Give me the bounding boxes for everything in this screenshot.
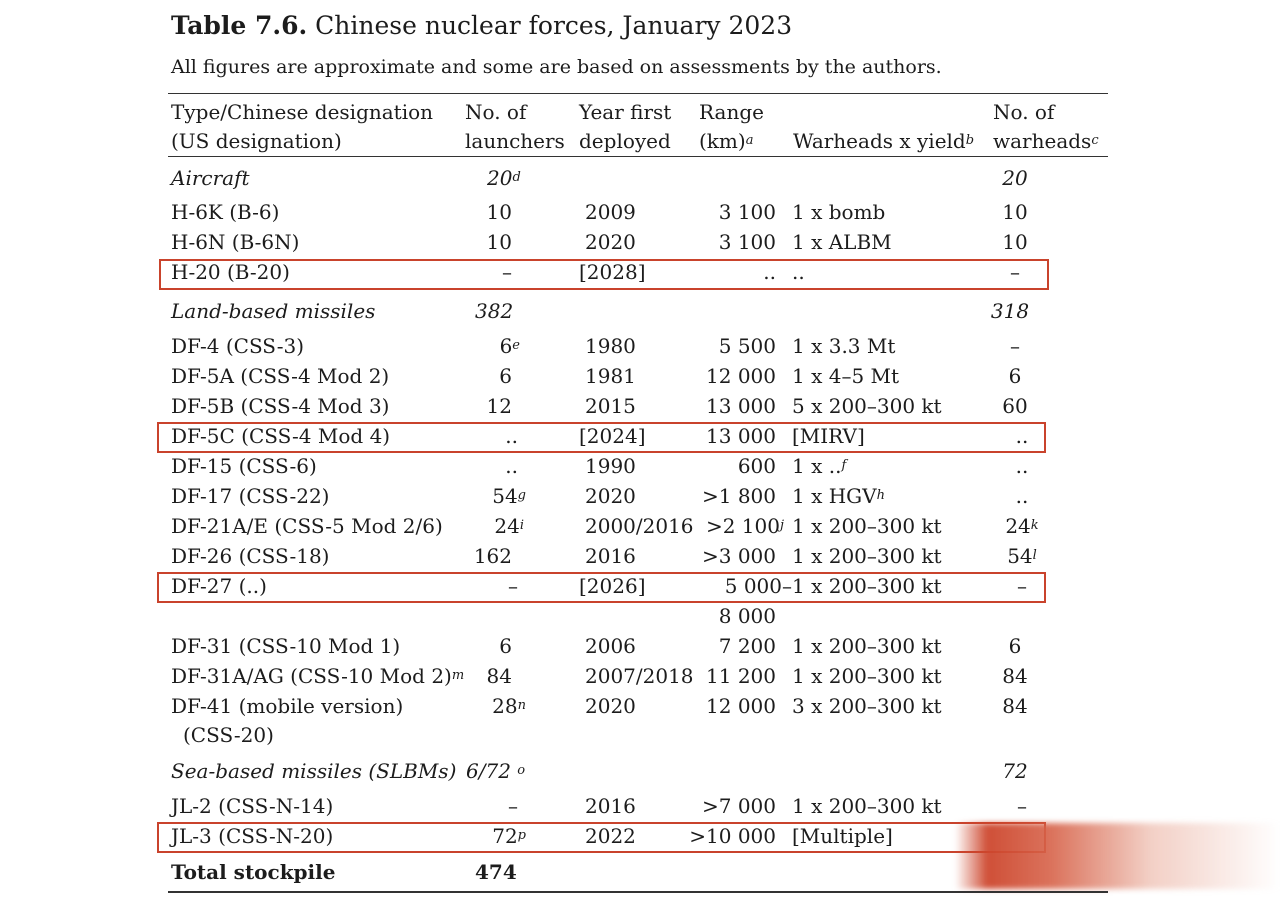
row-type: JL-3 (CSS-N-20) <box>171 824 334 848</box>
header-year-line2: deployed <box>579 129 671 153</box>
row-warheads: – <box>1017 574 1027 598</box>
row-warheads: 10 <box>1002 230 1028 254</box>
land-warheads: 318 <box>990 299 1030 323</box>
footnote-b: b <box>965 133 975 148</box>
header-launchers-line2: launchers <box>465 129 565 153</box>
row-launchers: – <box>508 794 518 818</box>
row-year: 2020 <box>585 694 636 718</box>
sea-warheads: 72 <box>1002 759 1028 783</box>
header-type-line1: Type/Chinese designation <box>171 100 434 124</box>
row-year: [2024] <box>579 424 646 448</box>
header-type-line2: (US designation) <box>171 129 342 153</box>
row-type: DF-17 (CSS-22) <box>171 484 330 508</box>
row-yield: 1 x 3.3 Mt <box>792 334 896 358</box>
row-range: 13 000 <box>706 424 776 448</box>
row-warheads: 24$^k$ <box>1005 514 1039 538</box>
row-launchers: 54$^g$ <box>492 484 526 508</box>
row-launchers: .. <box>505 424 518 448</box>
row-launchers: 10 <box>486 200 512 224</box>
row-warheads: .. <box>1015 454 1029 478</box>
row-type: DF-15 (CSS-6) <box>171 454 317 478</box>
row-year: 1990 <box>585 454 636 478</box>
row-year: 2016 <box>585 544 636 568</box>
row-year: 1981 <box>585 364 636 388</box>
row-range: >2 100$^j$ <box>705 514 784 538</box>
row-type: H-20 (B-20) <box>171 260 290 284</box>
row-range: .. <box>763 260 776 284</box>
row-warheads: 6 <box>1008 364 1022 388</box>
row-type: DF-5C (CSS-4 Mod 4) <box>171 424 391 448</box>
row-range: >7 000 <box>701 794 776 818</box>
footnote-a: a <box>745 133 754 148</box>
row-warheads: – <box>1017 794 1027 818</box>
row-range: 7 200 <box>718 634 776 658</box>
header-year-line1: Year first <box>579 100 672 124</box>
row-range-line2: 8 000 <box>718 604 776 628</box>
row-range: 3 100 <box>718 200 776 224</box>
table-label: Table 7.6. <box>171 11 308 40</box>
row-launchers: 6 <box>499 364 512 388</box>
row-yield: 1 x ..$^f$ <box>792 454 847 478</box>
row-yield: [Multiple] <box>792 824 893 848</box>
total-value: 474 <box>475 860 517 884</box>
row-launchers: 6e <box>499 334 520 358</box>
row-launchers: 24$^i$ <box>494 514 524 538</box>
aircraft-launchers: 20$^d$ <box>487 166 521 190</box>
footnote-c: c <box>1091 133 1099 148</box>
row-yield: 5 x 200–300 kt <box>792 394 942 418</box>
header-range-line1: Range <box>699 100 764 124</box>
section-land: Land-based missiles <box>171 299 376 323</box>
row-launchers: 28$^n$ <box>492 694 526 718</box>
row-yield: 1 x HGV$^h$ <box>792 484 885 508</box>
row-launchers: – <box>502 260 512 284</box>
row-year: 2007/2018 <box>585 664 694 688</box>
row-warheads: 60 <box>1002 394 1028 418</box>
row-yield: 1 x 200–300 kt <box>792 514 942 538</box>
row-yield: 1 x 4–5 Mt <box>792 364 900 388</box>
header-nwarheads-line1: No. of <box>993 100 1055 124</box>
top-rule <box>168 93 1108 94</box>
row-range: 12 000 <box>706 694 776 718</box>
table-subtitle: All figures are approximate and some are based on assessments by the authors. <box>171 56 942 78</box>
row-type: DF-26 (CSS-18) <box>171 544 330 568</box>
bottom-rule <box>168 891 1108 893</box>
row-type: DF-31 (CSS-10 Mod 1) <box>171 634 401 658</box>
row-yield: 1 x 200–300 kt <box>792 664 942 688</box>
row-yield: 1 x bomb <box>792 200 886 224</box>
row-range: 13 000 <box>706 394 776 418</box>
row-launchers: 84 <box>486 664 512 688</box>
row-type: H-6N (B-6N) <box>171 230 300 254</box>
row-year: 1980 <box>585 334 636 358</box>
row-year: 2020 <box>585 484 636 508</box>
row-year: 2009 <box>585 200 636 224</box>
row-range: 3 100 <box>718 230 776 254</box>
row-type: DF-4 (CSS-3) <box>171 334 305 358</box>
row-warheads: .. <box>1015 484 1029 508</box>
row-year: 2000/2016 <box>585 514 694 538</box>
row-yield: 3 x 200–300 kt <box>792 694 942 718</box>
row-range: >3 000 <box>701 544 776 568</box>
row-launchers: .. <box>505 454 518 478</box>
row-type: DF-21A/E (CSS-5 Mod 2/6) <box>171 514 443 538</box>
table-title-text: Chinese nuclear forces, January 2023 <box>315 11 793 40</box>
row-year: [2028] <box>579 260 646 284</box>
row-warheads: 84 <box>1002 694 1028 718</box>
row-yield: 1 x 200–300 kt <box>792 794 942 818</box>
row-warheads: – <box>1010 260 1020 284</box>
row-type-line2: (CSS-20) <box>183 723 274 747</box>
section-aircraft: Aircraft <box>171 166 250 190</box>
row-year: [2026] <box>579 574 646 598</box>
row-yield: 1 x 200–300 kt <box>792 544 942 568</box>
row-type: JL-2 (CSS-N-14) <box>171 794 334 818</box>
header-rule <box>168 156 1108 157</box>
red-smudge <box>955 823 1280 889</box>
row-year: 2020 <box>585 230 636 254</box>
header-range-line2: (km)$^a$ <box>699 129 754 153</box>
sea-launchers: 6/72 $^o$ <box>466 759 526 783</box>
row-type: DF-5B (CSS-4 Mod 3) <box>171 394 390 418</box>
row-warheads: .. <box>1015 424 1029 448</box>
row-range: 5 500 <box>718 334 776 358</box>
row-warheads: 54$^l$ <box>1007 544 1037 568</box>
row-type: DF-27 (..) <box>171 574 267 598</box>
table-title <box>171 11 792 40</box>
aircraft-warheads: 20 <box>1002 166 1028 190</box>
row-launchers: 72$^p$ <box>492 824 526 848</box>
row-launchers: – <box>508 574 518 598</box>
row-year: 2016 <box>585 794 636 818</box>
row-yield: .. <box>792 260 805 284</box>
row-warheads: – <box>1010 334 1020 358</box>
row-type: DF-31A/AG (CSS-10 Mod 2)$^m$ <box>171 664 465 688</box>
row-launchers: 12 <box>486 394 512 418</box>
row-yield: 1 x ALBM <box>792 230 892 254</box>
row-year: 2022 <box>585 824 636 848</box>
row-warheads: 10 <box>1002 200 1028 224</box>
row-range: 600 <box>737 454 776 478</box>
row-launchers: 10 <box>486 230 512 254</box>
row-type: DF-5A (CSS-4 Mod 2) <box>171 364 390 388</box>
total-label: Total stockpile <box>171 860 336 884</box>
row-type: H-6K (B-6) <box>171 200 280 224</box>
row-yield: 1 x 200–300 kt <box>792 634 942 658</box>
row-range: 5 000– <box>724 574 792 598</box>
row-type: DF-41 (mobile version) <box>171 694 404 718</box>
header-launchers-line1: No. of <box>465 100 527 124</box>
row-range: 11 200 <box>706 664 776 688</box>
row-range: >1 800 <box>701 484 776 508</box>
row-range: 12 000 <box>706 364 776 388</box>
row-yield: 1 x 200–300 kt <box>792 574 942 598</box>
row-yield: [MIRV] <box>792 424 865 448</box>
row-warheads: 6 <box>1008 634 1022 658</box>
row-warheads: 84 <box>1002 664 1028 688</box>
header-warheads-yield: Warheads x yield$^b$ <box>793 129 975 153</box>
row-launchers: 162 <box>473 544 512 568</box>
row-range: >10 000 <box>689 824 776 848</box>
row-launchers: 6 <box>499 634 512 658</box>
header-nwarheads-line2: warheads$^c$ <box>993 129 1099 153</box>
row-year: 2015 <box>585 394 636 418</box>
land-launchers: 382 <box>475 299 514 323</box>
row-year: 2006 <box>585 634 636 658</box>
section-sea: Sea-based missiles (SLBMs) <box>171 759 457 783</box>
